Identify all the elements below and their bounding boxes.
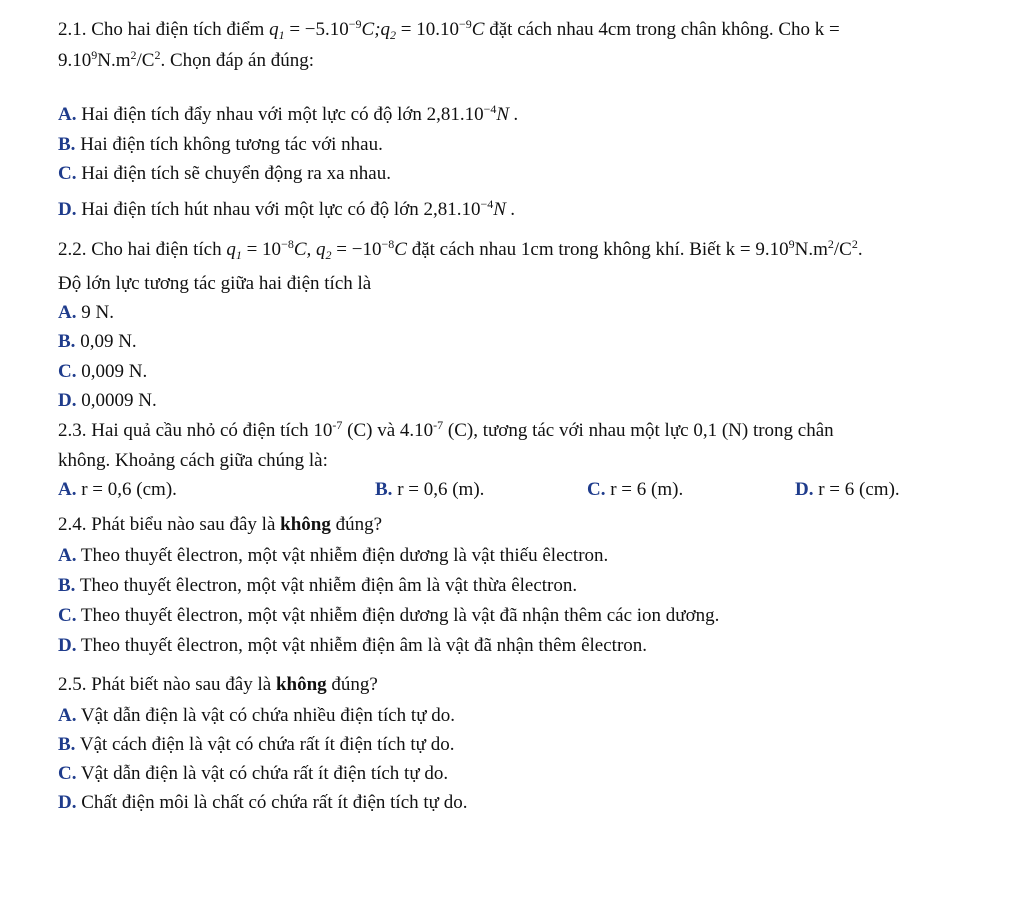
q3-option-d: D. r = 6 (cm). <box>795 479 900 500</box>
q2-option-d: D. 0,0009 N. <box>58 390 157 411</box>
q3-option-c: C. r = 6 (m). <box>587 479 684 500</box>
q1-option-d: D. Hai điện tích hút nhau với một lực có độ lớn $2,81.10^{-4}N$ . <box>58 197 516 220</box>
q3-option-b: B. r = 0,6 (m). <box>375 479 485 500</box>
q5-number: 2.5. <box>58 674 87 695</box>
q4-number: 2.4. <box>58 514 87 535</box>
q5-line-1: 2.5. Phát biết nào sau đây là không đúng? <box>58 674 378 695</box>
q2-line-1: 2.2. Cho hai điện tích $q_1 = 10^{-8}C$, $q_2 = -10^{-8}C$ đặt cách nhau 1cm trong không khí. Biết $k = 9.10^9N.m^2/C^2$. <box>58 237 863 262</box>
q2-number: 2.2. <box>58 239 87 260</box>
q1-charge-1: $q_1$ = $-5.10^{-9}C;q_2 = 10.10^{-9}C$ <box>269 17 485 42</box>
q4-line-1: 2.4. Phát biểu nào sau đây là không đúng? <box>58 514 383 535</box>
q5-option-b: B. Vật cách điện là vật có chứa rất ít điện tích tự do. <box>58 734 455 755</box>
q2-option-a: A. 9 N. <box>58 302 114 323</box>
q3-line-2: không. Khoảng cách giữa chúng là: <box>58 450 328 471</box>
q5-option-a: A. Vật dẫn điện là vật có chứa nhiều điện tích tự do. <box>58 705 455 726</box>
q1-stem-text: Cho hai điện tích điểm <box>91 19 265 40</box>
q2-option-c: C. 0,009 N. <box>58 361 148 382</box>
q1-line-1 <box>58 19 840 41</box>
q4-option-a: A. Theo thuyết êlectron, một vật nhiễm điện dương là vật thiếu êlectron. <box>58 545 609 566</box>
q1-option-a: A. Hai điện tích đẩy nhau với một lực có độ lớn $2,81.10^{-4}N$ . <box>58 102 519 125</box>
q1-option-b: B. Hai điện tích không tương tác với nhau. <box>58 134 383 155</box>
q2-option-b: B. 0,09 N. <box>58 331 137 352</box>
q2-line-2: Độ lớn lực tương tác giữa hai điện tích là <box>58 273 372 294</box>
q1-number: 2.1. <box>58 19 87 40</box>
q4-option-c: C. Theo thuyết êlectron, một vật nhiễm điện dương là vật đã nhận thêm các ion dương. <box>58 605 720 626</box>
q1-option-c: C. Hai điện tích sẽ chuyển động ra xa nhau. <box>58 163 391 184</box>
q3-number: 2.3. <box>58 420 87 441</box>
q5-option-d: D. Chất điện môi là chất có chứa rất ít điện tích tự do. <box>58 792 468 813</box>
q1-stem-text-2: đặt cách nhau 4cm trong chân không. Cho k = <box>489 19 840 40</box>
q3-line-1: 2.3. Hai quả cầu nhỏ có điện tích $10^{-7}$ (C) và $4.10^{-7}$ (C), tương tác với nhau một lực 0,1 (N) trong chân <box>58 418 834 441</box>
q5-option-c: C. Vật dẫn điện là vật có chứa rất ít điện tích tự do. <box>58 763 449 784</box>
q1-line-2: $9.10^9N.m^2/C^2$. Chọn đáp án đúng: <box>58 48 315 71</box>
q4-option-d: D. Theo thuyết êlectron, một vật nhiễm điện âm là vật đã nhận thêm êlectron. <box>58 635 648 656</box>
q3-option-a: A. r = 0,6 (cm). <box>58 479 177 500</box>
q4-option-b: B. Theo thuyết êlectron, một vật nhiễm điện âm là vật thừa êlectron. <box>58 575 578 596</box>
